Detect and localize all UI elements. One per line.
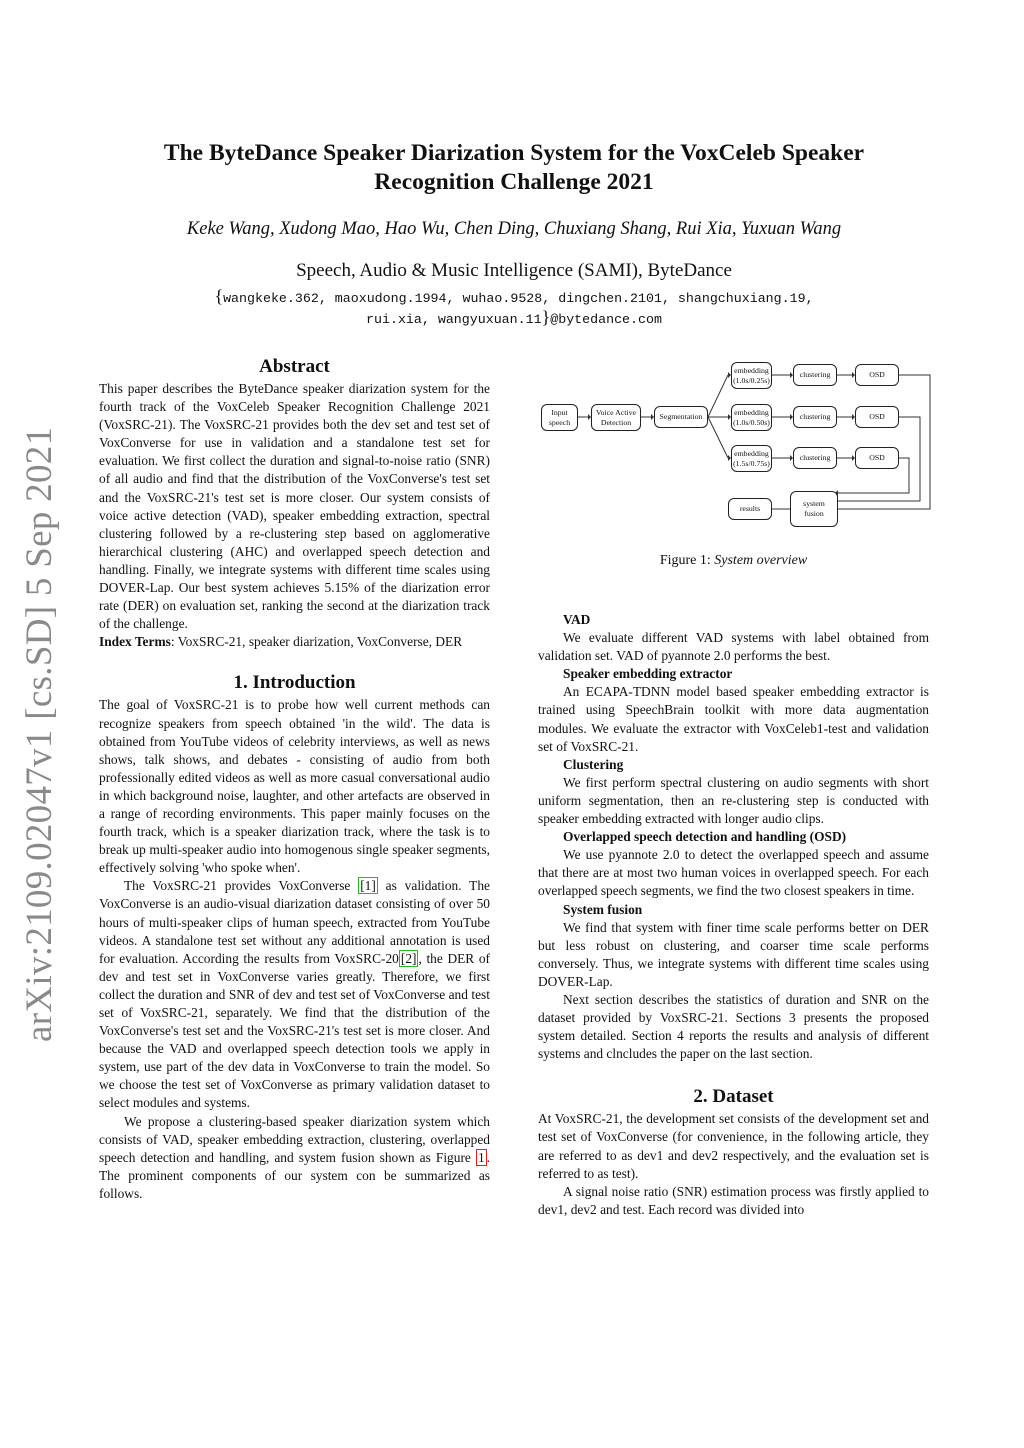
emb2-label-1: embedding (734, 407, 769, 417)
intro-p3-part-a: We propose a clustering-based speaker diarization system which consists of VAD, speaker embedding extraction, clustering, overlapped speech detection and handling, and system fusion shown as Figure (99, 1113, 490, 1165)
input-speech-box (541, 404, 578, 431)
index-terms-text: : VoxSRC-21, speaker diarization, VoxConverse, DER (170, 634, 463, 650)
fusion-label-1: system (803, 499, 825, 508)
arxiv-watermark: arXiv:2109.02047v1 [cs.SD] 5 Sep 2021 (19, 426, 60, 1042)
emb3-label-1: embedding (734, 448, 769, 458)
clustering-box-3: clustering (793, 447, 837, 469)
vad-box (591, 404, 641, 431)
intro-p2-part-c: , the DER of dev and test set in VoxConverse varies greatly. Therefore, we first collect the duration and SNR of dev and test set of VoxConverse and test set of VoxSRC-21, separately. We find that the distribution of the VoxConverse's test set and the VoxSRC-21's test set is more closer. And because the VAD and overlapped speech detection tools we apply in system, use part of the dev data in VoxConverse to train the model. So we choose the test set of VoxConverse as primary validation dataset to select modules and systems. (99, 950, 490, 1111)
intro-paragraph-1: The goal of VoxSRC-21 is to probe how well current methods can recognize speakers from speech obtained 'in the wild'. The data is obtained from YouTube videos of celebrity interviews, as well as news shows, talk shows, and debates - consisting of audio from both professionally edited videos as well as more casual conversational audio in which background noise, laughter, and other artefacts are observed in a range of recording environments. This paper mainly focuses on the fourth track, which is a speaker diarization track, where the task is to break up multi-speaker audio into homogenous single speaker segments, effectively solving 'who spoke when'. (99, 697, 490, 876)
results-box: results (728, 498, 772, 520)
dataset-paragraph-1: At VoxSRC-21, the development set consists of the development set and test set of VoxConverse (for convenience, in the following article, they are referred to as dev1 and dev2 respectively, and the evaluation set is referred to as test). (538, 1111, 929, 1181)
vad-label-2: Detection (600, 417, 632, 427)
intro-p2-part-b: as validation. The VoxConverse is an audio-visual diarization dataset consisting of over 50 hours of multi-speaker clips of human speech, extracted from YouTube videos. A standalone test set without any additional annotation is used for evaluation. According the results from VoxSRC-20 (99, 878, 490, 966)
input-label-2: speech (548, 417, 571, 427)
right-column (538, 611, 929, 1219)
fusion-label-2: fusion (804, 509, 824, 518)
dataset-paragraph-2: A signal noise ratio (SNR) estimation process was firstly applied to dev1, dev2 and test. Each record was divided into (538, 1183, 929, 1217)
intro-heading: 1. Introduction (233, 672, 356, 694)
system-overview-figure (538, 359, 938, 529)
left-column (99, 353, 490, 1203)
citation-link-2[interactable]: [2] (400, 950, 417, 966)
osd-box-1: OSD (855, 364, 899, 386)
index-terms-label: Index Terms (99, 634, 171, 650)
citation-link-1[interactable]: [1] (360, 878, 376, 894)
affiliation: Speech, Audio & Music Intelligence (SAMI), ByteDance (296, 260, 732, 281)
fusion-subheading: System fusion (563, 901, 643, 917)
figure-caption (538, 553, 929, 569)
abstract-heading: Abstract (259, 356, 330, 377)
title-line-2: Recognition Challenge 2021 (374, 169, 654, 195)
figure-link-1[interactable]: 1 (477, 1149, 485, 1165)
osd-box-2: OSD (855, 406, 899, 428)
vad-label-1: Voice Active (596, 407, 636, 417)
clustering-box-2: clustering (793, 406, 837, 428)
osd-box-3: OSD (855, 447, 899, 469)
clustering-subheading: Clustering (563, 756, 624, 772)
vad-subheading: VAD (563, 612, 591, 627)
caption-prefix: Figure 1: (659, 553, 715, 568)
emb2-label-2: (1.0s/0.50s) (733, 417, 770, 427)
clustering-paragraph: We first perform spectral clustering on audio segments with short uniform segmentation, then an re-clustering step is conducted with speaker embedding extracted with longer audio clips. (538, 774, 929, 827)
embedding-paragraph: An ECAPA-TDNN model based speaker embedding extractor is trained using SpeechBrain toolkit with more data augmentation modules. We evaluate the extractor with VoxCeleb1-test and validation set of VoxSRC-21. (538, 684, 929, 754)
next-section-paragraph: Next section describes the statistics of duration and SNR on the dataset provided by VoxSRC-21. Sections 3 presents the proposed system detailed. Section 4 reports the results and analysis of different systems and clncludes the paper on the last section. (538, 991, 929, 1062)
emails-line-1: wangkeke.362, maoxudong.1994, wuhao.9528, dingchen.2101, shangchuxiang.19, (223, 291, 814, 306)
intro-p2-part-a: The VoxSRC-21 provides VoxConverse (124, 878, 359, 894)
dataset-heading: 2. Dataset (693, 1086, 774, 1108)
emb1-label-1: embedding (734, 365, 769, 375)
clustering-box-1: clustering (793, 364, 837, 386)
author-list: Keke Wang, Xudong Mao, Hao Wu, Chen Ding, Chuxiang Shang, Rui Xia, Yuxuan Wang (186, 219, 842, 239)
system-fusion-box (790, 491, 838, 527)
intro-paragraph-3 (99, 1113, 490, 1203)
caption-title: System overview (714, 553, 808, 568)
embedding-box-3 (731, 445, 772, 472)
emb3-label-2: (1.5s/0.75s) (733, 458, 770, 468)
abstract-text: This paper describes the ByteDance speaker diarization system for the fourth track of the VoxCeleb Speaker Recognition Challenge 2021 (VoxSRC-21). The VoxSRC-21 provides both the dev set and test set of VoxConverse for use in validation and a standalone test set for evaluation. We first collect the duration and signal-to-noise ratio (SNR) of all audio and find that the distribution of the VoxConverse's test set and the VoxSRC-21's test set is more closer. Our system consists of voice active detection (VAD), speaker embedding extraction, spectral clustering followed by a re-clustering step based on agglomerative hierarchical clustering (AHC) and overlapped speech detection and handling. Finally, we integrate systems with different time scales using DOVER-Lap. Our best system achieves 5.15% of the diarization error rate (DER) on evaluation set, ranking the second at the diarization track of the challenge. (99, 381, 490, 632)
emails-domain: @bytedance.com (550, 312, 662, 327)
index-terms (99, 633, 490, 651)
input-label-1: Input (551, 407, 568, 417)
intro-p3-part-b: . The prominent components of our system con be summarized as follows. (99, 1149, 490, 1201)
vad-paragraph: We evaluate different VAD systems with label obtained from validation set. VAD of pyannote 2.0 performs the best. (538, 630, 929, 664)
embedding-subheading: Speaker embedding extractor (563, 666, 733, 682)
fusion-paragraph: We find that system with finer time scale performs better on DER but less robust on clustering, and coarser time scale performs conversely. Thus, we integrate systems with different time scales using DOVER-Lap. (538, 919, 929, 989)
intro-paragraph-2 (99, 877, 490, 1112)
email-list: {wangkeke.362, maoxudong.1994, wuhao.9528, dingchen.2101, shangchuxiang.19, rui.xia, wangyuxuan.11}@bytedance.com (214, 286, 814, 327)
segmentation-box: Segmentation (654, 406, 708, 428)
emb1-label-2: (1.0s/0.25s) (733, 375, 770, 385)
osd-subheading: Overlapped speech detection and handling (OSD) (563, 829, 847, 845)
embedding-box-1 (731, 362, 772, 389)
title-line-1: The ByteDance Speaker Diarization System for the VoxCeleb Speaker (163, 140, 865, 166)
embedding-box-2 (731, 404, 772, 431)
paper-title (100, 139, 928, 197)
osd-paragraph: We use pyannote 2.0 to detect the overlapped speech and assume that there are at most two human voices in overlapped speech. For each overlapped speech segments, we find the two closest speakers in time. (538, 847, 929, 899)
emails-line-2: rui.xia, wangyuxuan.11 (366, 312, 542, 327)
